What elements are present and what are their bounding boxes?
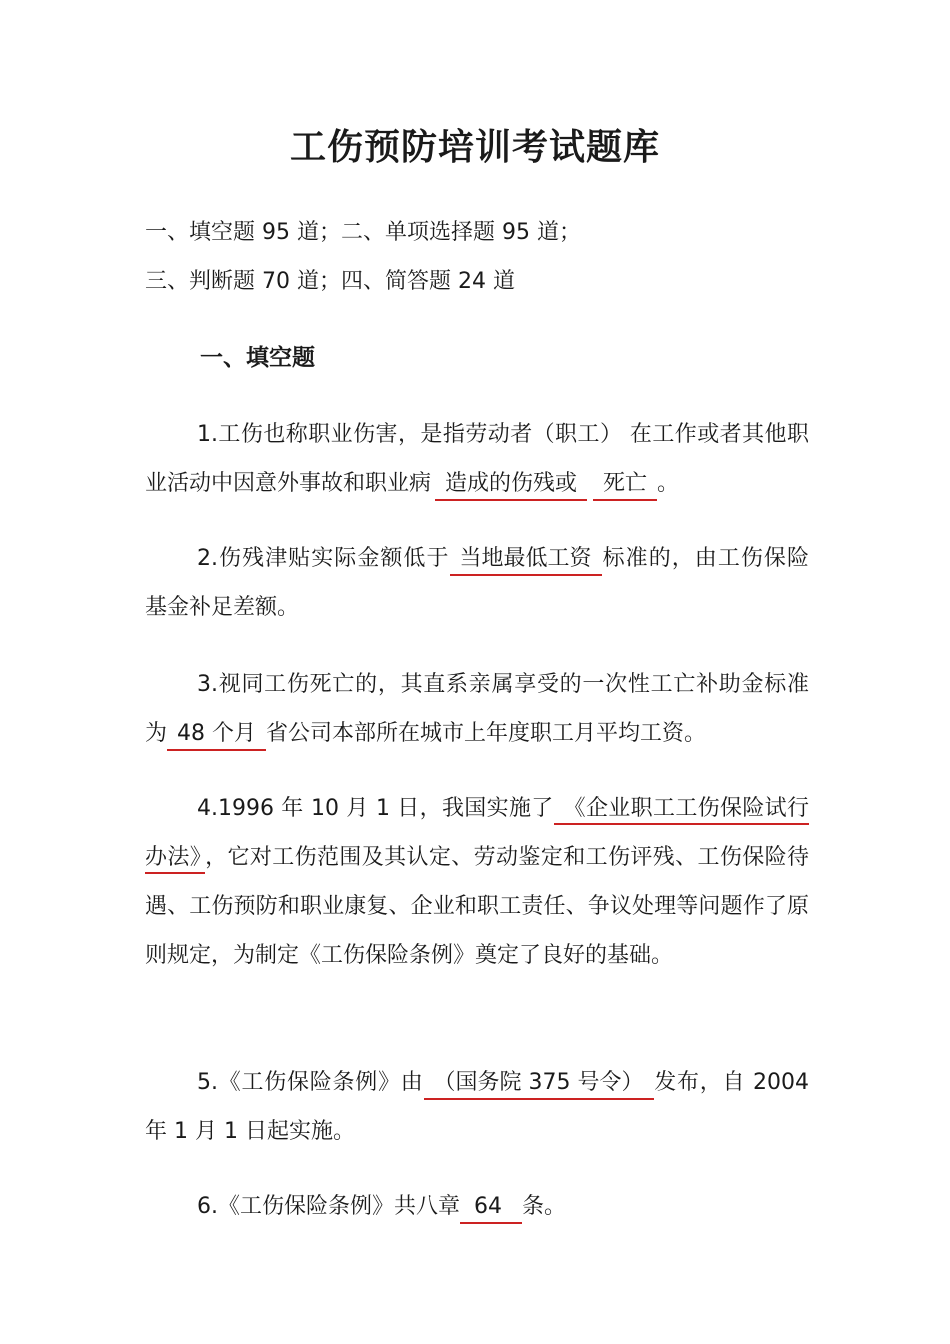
summary-line-2: 三、判断题 70 道；四、简答题 24 道 (145, 269, 515, 294)
answer-blank: 48 个月 (167, 719, 266, 751)
question-5 (145, 1058, 809, 1156)
question-text: 发布，自 2004 年 1 月 1 日起实施。 (145, 1070, 809, 1144)
answer-blank: 《企业职工工伤保险试行办法》 (145, 796, 809, 874)
answer-blank: 64 (460, 1192, 522, 1224)
question-6 (145, 1182, 809, 1231)
question-text: 省公司本部所在城市上年度职工月平均工资。 (266, 721, 707, 746)
summary-line-1: 一、填空题 95 道；二、单项选择题 95 道； (145, 220, 581, 245)
question-text: 。 (657, 471, 680, 496)
answer-blank: 当地最低工资 (450, 544, 602, 576)
question-text: 4.1996 年 10 月 1 日，我国实施了 (197, 796, 554, 821)
question-text: 1.工伤也称职业伤害，是指劳动者（职工） 在工作或者其他职业活动中因意外事故和职业病 (145, 422, 809, 496)
document-title: 工伤预防培训考试题库 (289, 127, 660, 168)
question-1 (145, 410, 809, 508)
question-text: 3.视同工伤死亡的，其直系亲属享受的一次性工亡补助金标准为 (145, 672, 809, 746)
question-text: 标准的，由工伤保险基金补足差额。 (145, 546, 809, 620)
question-text: ，它对工伤范围及其认定、劳动鉴定和工伤评残、工伤保险待遇、工伤预防和职业康复、企业和职工责任、争议处理等问题作了原则规定，为制定《工伤保险条例》奠定了良好的基础。 (145, 845, 809, 968)
answer-blank: 造成的伤残或 (435, 469, 587, 501)
answer-blank: 死亡 (593, 469, 657, 501)
answer-blank: （国务院 375 号令） (424, 1068, 654, 1100)
question-2 (145, 534, 809, 632)
question-3 (145, 660, 809, 758)
question-text: 5.《工伤保险条例》由 (197, 1070, 424, 1095)
section-heading: 一、填空题 (200, 345, 315, 371)
question-4 (145, 784, 809, 980)
question-text: 6.《工伤保险条例》共八章 (197, 1194, 460, 1219)
question-text: 2.伤残津贴实际金额低于 (197, 546, 450, 571)
question-text: 条。 (522, 1194, 567, 1219)
